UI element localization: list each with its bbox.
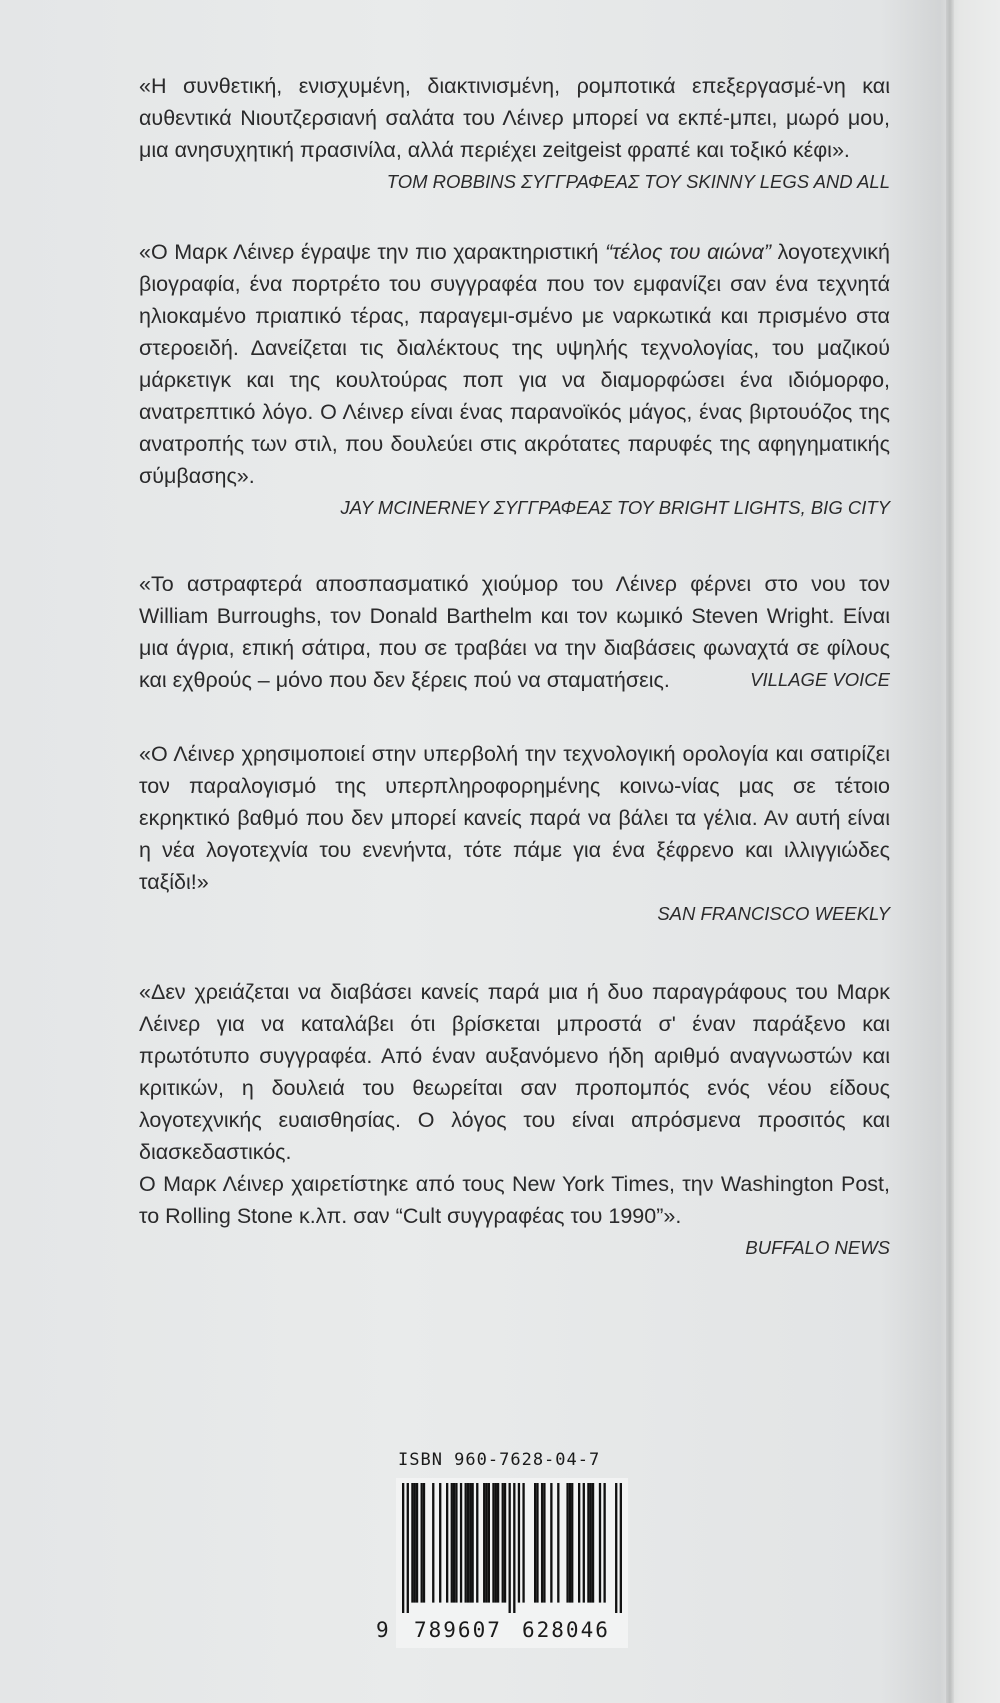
barcode-block (376, 1450, 636, 1650)
blurb-text-body: «Το αστραφτερά αποσπασματικό χιούμορ του Λέινερ φέρνει στο νου τον William Burroughs, τον Donald Barthelm και τον κωμικό Steven Wright. Είναι μια άγρια, επική σάτιρα, που σε τραβάει να την διαβάσεις φωναχτά σε φίλους και εχθρούς – μόνο που δεν ξέρεις πού να σταματήσεις. (139, 572, 890, 692)
barcode-bar (455, 1483, 457, 1603)
barcode-bar (411, 1483, 413, 1603)
blurb-text: «Η συνθετική, ενισχυμένη, διακτινισμένη, ρομποτικά επεξεργασμέ-νη και αυθεντικά Νιουτζερσιανή σαλάτα του Λέινερ μπορεί να εκπέ-μπει, μωρό μου, μια ανησυχητική πρασινίλα, αλλά περιέχει zeitgeist φραπέ και τοξικό κέφι». (139, 74, 890, 162)
ean-left-group: 789607 (414, 1618, 502, 1642)
ean-first-digit: 9 (376, 1618, 389, 1642)
barcode-bar (471, 1483, 473, 1603)
barcode-bar (416, 1483, 418, 1603)
barcode-bar (509, 1483, 511, 1613)
spine-fold (946, 0, 954, 1703)
blurb-text-end: λογοτεχνική βιογραφία, ένα πορτρέτο του συγγραφέα που τον εμφανίζει σαν ένα τεχνητά ηλιοκαμένο πριαπικό τέρας, παραγεμι-σμένο με ναρκωτικά και πρισμένο στα στεροειδή. Δανείζεται τις διαλέκτους της υψηλής τεχνολογίας, του μαζικού μάρκετιγκ και της κουλτούρας ποπ για να διαμορφώσει ένα ιδιόμορφο, ανατρεπτικό λόγο. Ο Λέινερ είναι ένας παρανοϊκός μάγος, ένας βιρτουόζος της ανατροπής των στιλ, που δουλεύει στις ακρότατες παρυφές της αφηγηματικής σύμβασης». (139, 240, 890, 488)
blurb-tom-robbins (139, 70, 890, 198)
blurb-buffalo-news (139, 976, 890, 1264)
barcode-bar (414, 1483, 416, 1603)
barcode-bar (583, 1483, 585, 1603)
barcode-bar (569, 1483, 571, 1603)
barcode-bar (469, 1483, 471, 1603)
barcode-bar (513, 1483, 515, 1613)
barcode-bar (578, 1483, 580, 1603)
barcode-bar (488, 1483, 490, 1603)
barcode-bar (518, 1483, 520, 1603)
barcode-bar (620, 1483, 622, 1613)
barcode-bar (536, 1483, 538, 1603)
barcode-bar (467, 1483, 469, 1603)
barcode-bar (599, 1483, 601, 1603)
blurb-jay-mcinerney (139, 236, 890, 524)
barcode-bar (407, 1483, 409, 1613)
blurb-village-voice (139, 568, 890, 696)
blurb-text-italic: “τέλος του αιώνα” (605, 240, 772, 264)
blurbs-column (139, 70, 890, 1308)
barcode-bar (451, 1483, 453, 1603)
barcode-bar (402, 1483, 404, 1613)
blurb-text (139, 568, 890, 696)
barcode-bar (534, 1483, 536, 1603)
barcode-bar (557, 1483, 559, 1603)
blurb-text (139, 236, 890, 492)
barcode-bar (522, 1483, 524, 1603)
barcode-bar (439, 1483, 441, 1603)
barcode-bar (541, 1483, 543, 1603)
barcode-bar (550, 1483, 552, 1603)
blurb-attribution: BUFFALO NEWS (745, 1237, 890, 1258)
barcode-bar (590, 1483, 592, 1603)
ean-right-group: 628046 (522, 1618, 610, 1642)
blurb-text: «Δεν χρειάζεται να διαβάσει κανείς παρά μια ή δυο παραγράφους του Μαρκ Λέινερ για να καταλάβει ότι βρίσκεται μπροστά σ' έναν παράξενο και πρωτότυπο συγγραφέα. Από έναν αυξανόμενο ήδη αριθμό αναγνωστών και κριτικών, η δουλειά του θεωρείται σαν προπομπός ενός νέου είδους λογοτεχνικής ευαισθησίας. Ο λόγος του είναι απρόσμενα προσιτός και διασκεδαστικός. (139, 980, 890, 1164)
blurb-text-start: «Ο Μαρκ Λέινερ έγραψε την πιο χαρακτηριστική (139, 240, 606, 264)
barcode-bar (446, 1483, 448, 1603)
barcode-bar (423, 1483, 425, 1603)
barcode-bar (592, 1483, 594, 1603)
barcode-bar (465, 1483, 467, 1603)
barcode-bar (502, 1483, 504, 1603)
barcode-bar (566, 1483, 568, 1603)
barcode-bar (615, 1483, 617, 1613)
barcode-bar (495, 1483, 497, 1603)
blurb-sf-weekly (139, 738, 890, 930)
barcode-bar (453, 1483, 455, 1603)
barcode-bar (571, 1483, 573, 1603)
barcode-bar (543, 1483, 545, 1603)
isbn-label: ISBN 960-7628-04-7 (398, 1450, 601, 1470)
barcode-bar (497, 1483, 499, 1603)
barcode-bar (504, 1483, 506, 1603)
barcode-bar (485, 1483, 487, 1603)
blurb-attribution: SAN FRANCISCO WEEKLY (657, 903, 890, 924)
barcode-bar (460, 1483, 462, 1603)
barcode-icon (402, 1483, 622, 1613)
barcode-bar (476, 1483, 478, 1603)
blurb-attribution: VILLAGE VOICE (750, 669, 890, 690)
blurb-attribution: TOM ROBBINS ΣΥΓΓΡΑΦΕΑΣ ΤΟΥ SKINNY LEGS AND ALL (386, 171, 890, 192)
barcode-bar (492, 1483, 494, 1603)
barcode-bar (432, 1483, 434, 1603)
barcode-bar (587, 1483, 589, 1603)
barcode-bar (603, 1483, 605, 1603)
barcode-bar (483, 1483, 485, 1603)
barcode-bar (421, 1483, 423, 1603)
blurb-text: «Ο Λέινερ χρησιμοποιεί στην υπερβολή την τεχνολογική ορολογία και σατιρίζει τον παραλογισμό της υπερπληροφορημένης κοινω-νίας μας σε τέτοιο εκρηκτικό βαθμό που δεν μπορεί κανείς παρά να βάλει τα γέλια. Αν αυτή είναι η νέα λογοτεχνία του ενενήντα, τότε πάμε για ένα ξέφρενο και ιλλιγγιώδες ταξίδι!» (139, 742, 890, 894)
blurb-text-second-paragraph: Ο Μαρκ Λέινερ χαιρετίστηκε από τους New York Times, την Washington Post, το Rolling Stone κ.λπ. σαν “Cult συγγραφέας του 1990”». (139, 1172, 890, 1228)
blurb-attribution: JAY MCINERNEY ΣΥΓΓΡΑΦΕΑΣ ΤΟΥ BRIGHT LIGHTS, BIG CITY (340, 497, 890, 518)
